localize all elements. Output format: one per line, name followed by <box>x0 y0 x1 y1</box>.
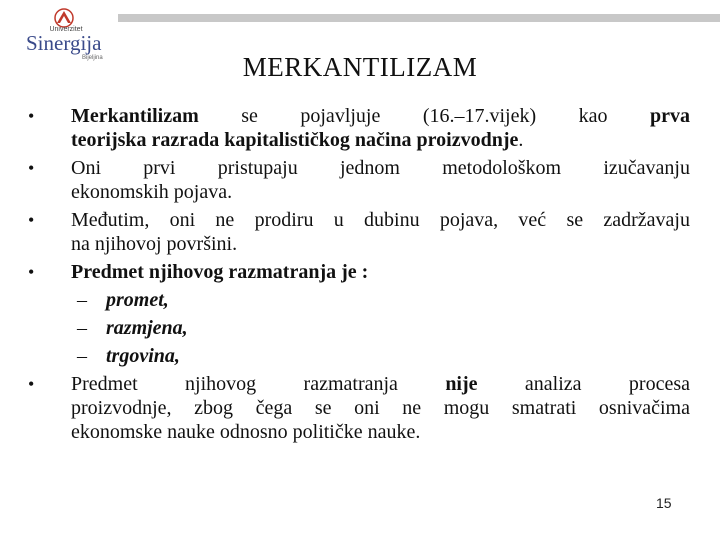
text-bold: prva <box>650 105 690 127</box>
sub-item-label: promet, <box>106 289 169 311</box>
sub-item-trgovina <box>26 344 690 368</box>
item-line: Međutim, oni ne prodiru u dubinu pojava, već se zadržavaju <box>71 209 690 231</box>
logo-sub-text: Bijeljina <box>82 55 103 61</box>
bullet-icon: • <box>28 374 35 394</box>
logo-name: Sinergija <box>26 31 102 55</box>
item-line: Oni prvi pristupaju jednom metodološkom izučavanju <box>71 157 690 179</box>
sub-item-promet <box>26 288 690 312</box>
text-span: Predmet njihovog razmatranja <box>71 373 446 395</box>
university-logo <box>22 6 122 64</box>
bullet-icon: • <box>28 262 35 282</box>
list-item-merkantilizam <box>26 104 690 152</box>
list-item-medjutim <box>26 208 690 256</box>
sub-item-label: razmjena, <box>106 317 188 339</box>
bullet-icon: • <box>28 210 35 230</box>
item-line: ekonomskih pojava. <box>71 181 233 203</box>
item-line <box>71 128 690 152</box>
list-item-pristup <box>26 156 690 204</box>
item-line: na njihovoj površini. <box>71 233 238 255</box>
dash-icon: – <box>77 317 87 339</box>
text-span: . <box>518 129 524 151</box>
sub-item-label: trgovina, <box>106 345 180 367</box>
term-bold: Merkantilizam <box>71 105 199 127</box>
bullet-list <box>26 104 690 448</box>
text-bold: teorijska razrada kapitalističkog načina proizvodnje <box>71 129 519 151</box>
item-line <box>71 372 690 396</box>
list-item-predmet <box>26 260 690 284</box>
dash-icon: – <box>77 345 87 367</box>
text-span: analiza procesa <box>477 373 691 395</box>
logo-top-text: Univerzitet <box>49 26 83 33</box>
text-bold: nije <box>445 373 478 395</box>
item-line: proizvodnje, zbog čega se oni ne mogu smatrati osnivačima <box>71 397 690 419</box>
list-item-nije <box>26 372 690 444</box>
item-line <box>71 104 690 128</box>
bullet-icon: • <box>28 106 35 126</box>
text-span: se pojavljuje (16.–17.vijek) kao <box>198 105 650 127</box>
dash-icon: – <box>77 289 87 311</box>
sub-item-razmjena <box>26 316 690 340</box>
header-rule <box>118 14 720 22</box>
page-number: 15 <box>656 495 672 511</box>
slide-title: MERKANTILIZAM <box>242 52 478 82</box>
item-line: Predmet njihovog razmatranja je : <box>71 261 369 283</box>
item-line: ekonomske nauke odnosno političke nauke. <box>71 421 421 443</box>
bullet-icon: • <box>28 158 35 178</box>
